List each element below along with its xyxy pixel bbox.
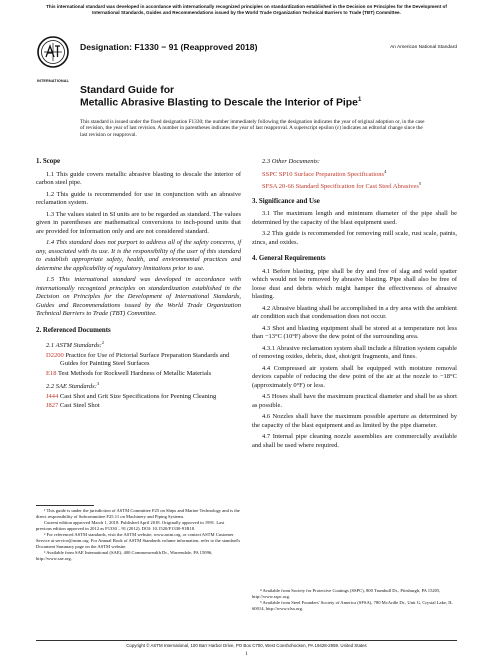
subsection-sae-standards [46, 380, 241, 392]
para-1-2: 1.2 This guide is recommended for use in conjunction with an abrasive reclamation system. [36, 190, 241, 206]
footnote: ³ Available from SAE International (SAE), 400 Commonwealth Dr., Warrendale, PA 15096, http://www.sae.org. [36, 550, 213, 561]
reference-item[interactable] [262, 180, 457, 192]
para-1-5: 1.5 This international standard was developed in accordance with internationally recognized principles on standardization established in the Decision on Principles for the Development of International Standards, Guides and Recommendations issued by the World Trade Organization Technical Barriers to Trade (TBT) Committee. [36, 276, 241, 317]
footnote: ¹ This guide is under the jurisdiction of ASTM Committee F25 on Ships and Marine Technology and is the direct responsibility of Subcommittee F25.11 on Machinery and Piping Systems. [36, 508, 240, 519]
reference-code[interactable]: SSPC SP10 [262, 170, 293, 178]
designation: Designation: F1330 − 91 (Reapproved 2018) [80, 42, 258, 52]
para-4-2: 4.2 Abrasive blasting shall be accomplished in a dry area with the ambient air condition such that condensation does not occur. [252, 304, 457, 321]
title-line-2 [80, 97, 361, 108]
para-1-1: 1.1 This guide covers metallic abrasive blasting to descale the interior of carbon steel pipe. [36, 170, 241, 186]
bottom-divider [36, 640, 457, 641]
subsection-label: 2.1 ASTM Standards: [46, 342, 102, 350]
logo-caption: INTERNATIONAL [36, 79, 70, 83]
reference-title: Cast Shot and Grit Size Specifications for Peening Cleaning [59, 392, 217, 400]
title-text: Metallic Abrasive Blasting to Descale the Interior of Pipe [80, 97, 358, 109]
subsection-other-documents: 2.3 Other Documents: [262, 158, 320, 165]
page-number: 1 [245, 651, 248, 657]
para-4-3: 4.3 Shot and blasting equipment shall be stored at a temperature not less than −13°C (10°F) above the dew point of the surrounding area. [252, 324, 457, 341]
reference-code[interactable]: D2200 [46, 351, 64, 359]
para-3-2: 3.2 This guide is recommended for removing mill scale, rust scale, paints, zincs, and oxides. [252, 230, 457, 246]
footnote: Current edition approved March 1, 2018. Published April 2018. Originally approved in 1991. Last previous edition approved in 2012 as F1330 – 91 (2012). DOI: 10.1520/F1330-91R18. [36, 520, 225, 531]
issuance-statement: This standard is issued under the fixed designation F1330; the number immediately following the designation indicates the year of original adoption or, in the case of revision, the year of last revision. A number in parentheses indicates the year of last reapproval. A superscript epsilon (ε) indicates an editorial change since the last revision or reapproval. [80, 119, 425, 138]
footnotes-right [252, 588, 457, 612]
para-4-7: 4.7 Internal pipe cleaning nozzle assemblies are commercially available and shall be used where required. [252, 433, 457, 449]
footnote-marker: 5 [418, 181, 422, 187]
copyright-line: Copyright © ASTM International, 100 Barr Harbor Drive, PO Box C700, West Conshohocken, PA 19428-2959. United States [126, 643, 367, 648]
footnote-marker: 2 [101, 340, 105, 345]
footnote-marker: 3 [96, 381, 100, 387]
footnote: ² For referenced ASTM standards, visit the ASTM website, www.astm.org, or contact ASTM Customer Service at service@astm.org. For Annual Book of ASTM Standards volume information, refer to the standard's Document Summary page on the ASTM website. [36, 532, 241, 549]
footnotes-left [36, 508, 241, 562]
footnote: ⁵ Available from Steel Founders' Society of America (SFSA), 780 McArdle Dr., Unit G, Crystal Lake, IL 60014, http://www.sfsa.org. [252, 600, 453, 611]
reference-title: Practice for Use of Pictorial Surface Preparation Standards and Guides for Painting Steel Surfaces [60, 351, 230, 368]
title-line-1: Standard Guide for [80, 85, 175, 96]
reference-item[interactable] [46, 393, 241, 402]
reference-item[interactable] [46, 370, 241, 379]
section-heading-referenced-documents: 2. Referenced Documents [36, 326, 111, 334]
international-notice: This international standard was developed in accordance with internationally recognized principles on standardization established in the Decision on Principles for the Development of International Standards, Guides and Recommendations issued by the World Trade Organization Technical Barriers to Trade (TBT) Committee. [46, 4, 447, 15]
para-3-1: 3.1 The maximum length and minimum diameter of the pipe shall be determined by the capacity of the blast equipment used. [252, 210, 457, 226]
para-4-1: 4.1 Before blasting, pipe shall be dry and free of slag and weld spatter which would not be removed by abrasive blasting. Pipe shall also be free of loose dust and debris which might hamper the effectiveness of abrasive blasting. [252, 267, 457, 301]
section-heading-scope: 1. Scope [36, 158, 61, 165]
para-4-4: 4.4 Compressed air system shall be equipped with moisture removal devices capable of reducing the dew point of the air at the nozzle to −18°C (approximately 0°F) or less. [252, 364, 457, 389]
para-4-5: 4.5 Hoses shall have the maximum practical diameter and shall be as short as possible. [252, 393, 457, 409]
reference-code[interactable]: SFSA 20-66 [262, 183, 294, 191]
reference-item[interactable] [262, 168, 457, 180]
subsection-astm-standards [46, 339, 241, 351]
para-1-3: 1.3 The values stated in SI units are to be regarded as standard. The values given in parentheses are mathematical conversions to inch-pound units that are provided for information only and are not considered standard. [36, 210, 241, 235]
reference-title[interactable]: Surface Preparation Specifications [294, 170, 385, 178]
footnote: ⁴ Available from Society for Protective Coatings (SSPC), 800 Trumbull Dr., Pittsburgh, PA 15205, http://www.sspc.org. [252, 588, 441, 599]
astm-logo-mark [34, 34, 72, 78]
reference-item[interactable] [46, 402, 241, 411]
reference-title: Test Methods for Rockwell Hardness of Metallic Materials [58, 369, 212, 377]
footnote-divider [36, 505, 94, 506]
para-1-4: 1.4 This standard does not purport to address all of the safety concerns, if any, associated with its use. It is the responsibility of the user of this standard to establish appropriate safety, health, and environmental practices and determine the applicability of regulatory limitations prior to use. [36, 239, 241, 272]
reference-title[interactable]: Standard Specification for Cast Steel Abrasives [295, 183, 419, 191]
reference-code[interactable]: E18 [46, 369, 57, 377]
right-column [252, 158, 457, 453]
reference-code[interactable]: J444 [46, 392, 59, 400]
title-footnote-marker: 1 [357, 97, 362, 103]
reference-item[interactable] [46, 352, 241, 369]
ansi-label: An American National Standard [390, 45, 457, 50]
reference-title: Cast Steel Shot [59, 402, 100, 410]
section-heading-significance: 3. Significance and Use [252, 197, 320, 205]
para-4-6: 4.6 Nozzles shall have the maximum possible aperture as determined by the capacity of the blast equipment and as limited by the pipe diameter. [252, 413, 457, 429]
subsection-label: 2.2 SAE Standards: [46, 383, 97, 391]
footnote-marker: 4 [384, 168, 387, 174]
astm-logo [34, 34, 72, 83]
section-heading-general-requirements: 4. General Requirements [252, 255, 326, 263]
left-column [36, 158, 241, 412]
reference-code[interactable]: J827 [46, 402, 59, 410]
para-4-3-1: 4.3.1 Abrasive reclamation system shall include a filtration system capable of removing oxides, debris, dust, shot/grit fragments, and fines. [252, 344, 457, 361]
